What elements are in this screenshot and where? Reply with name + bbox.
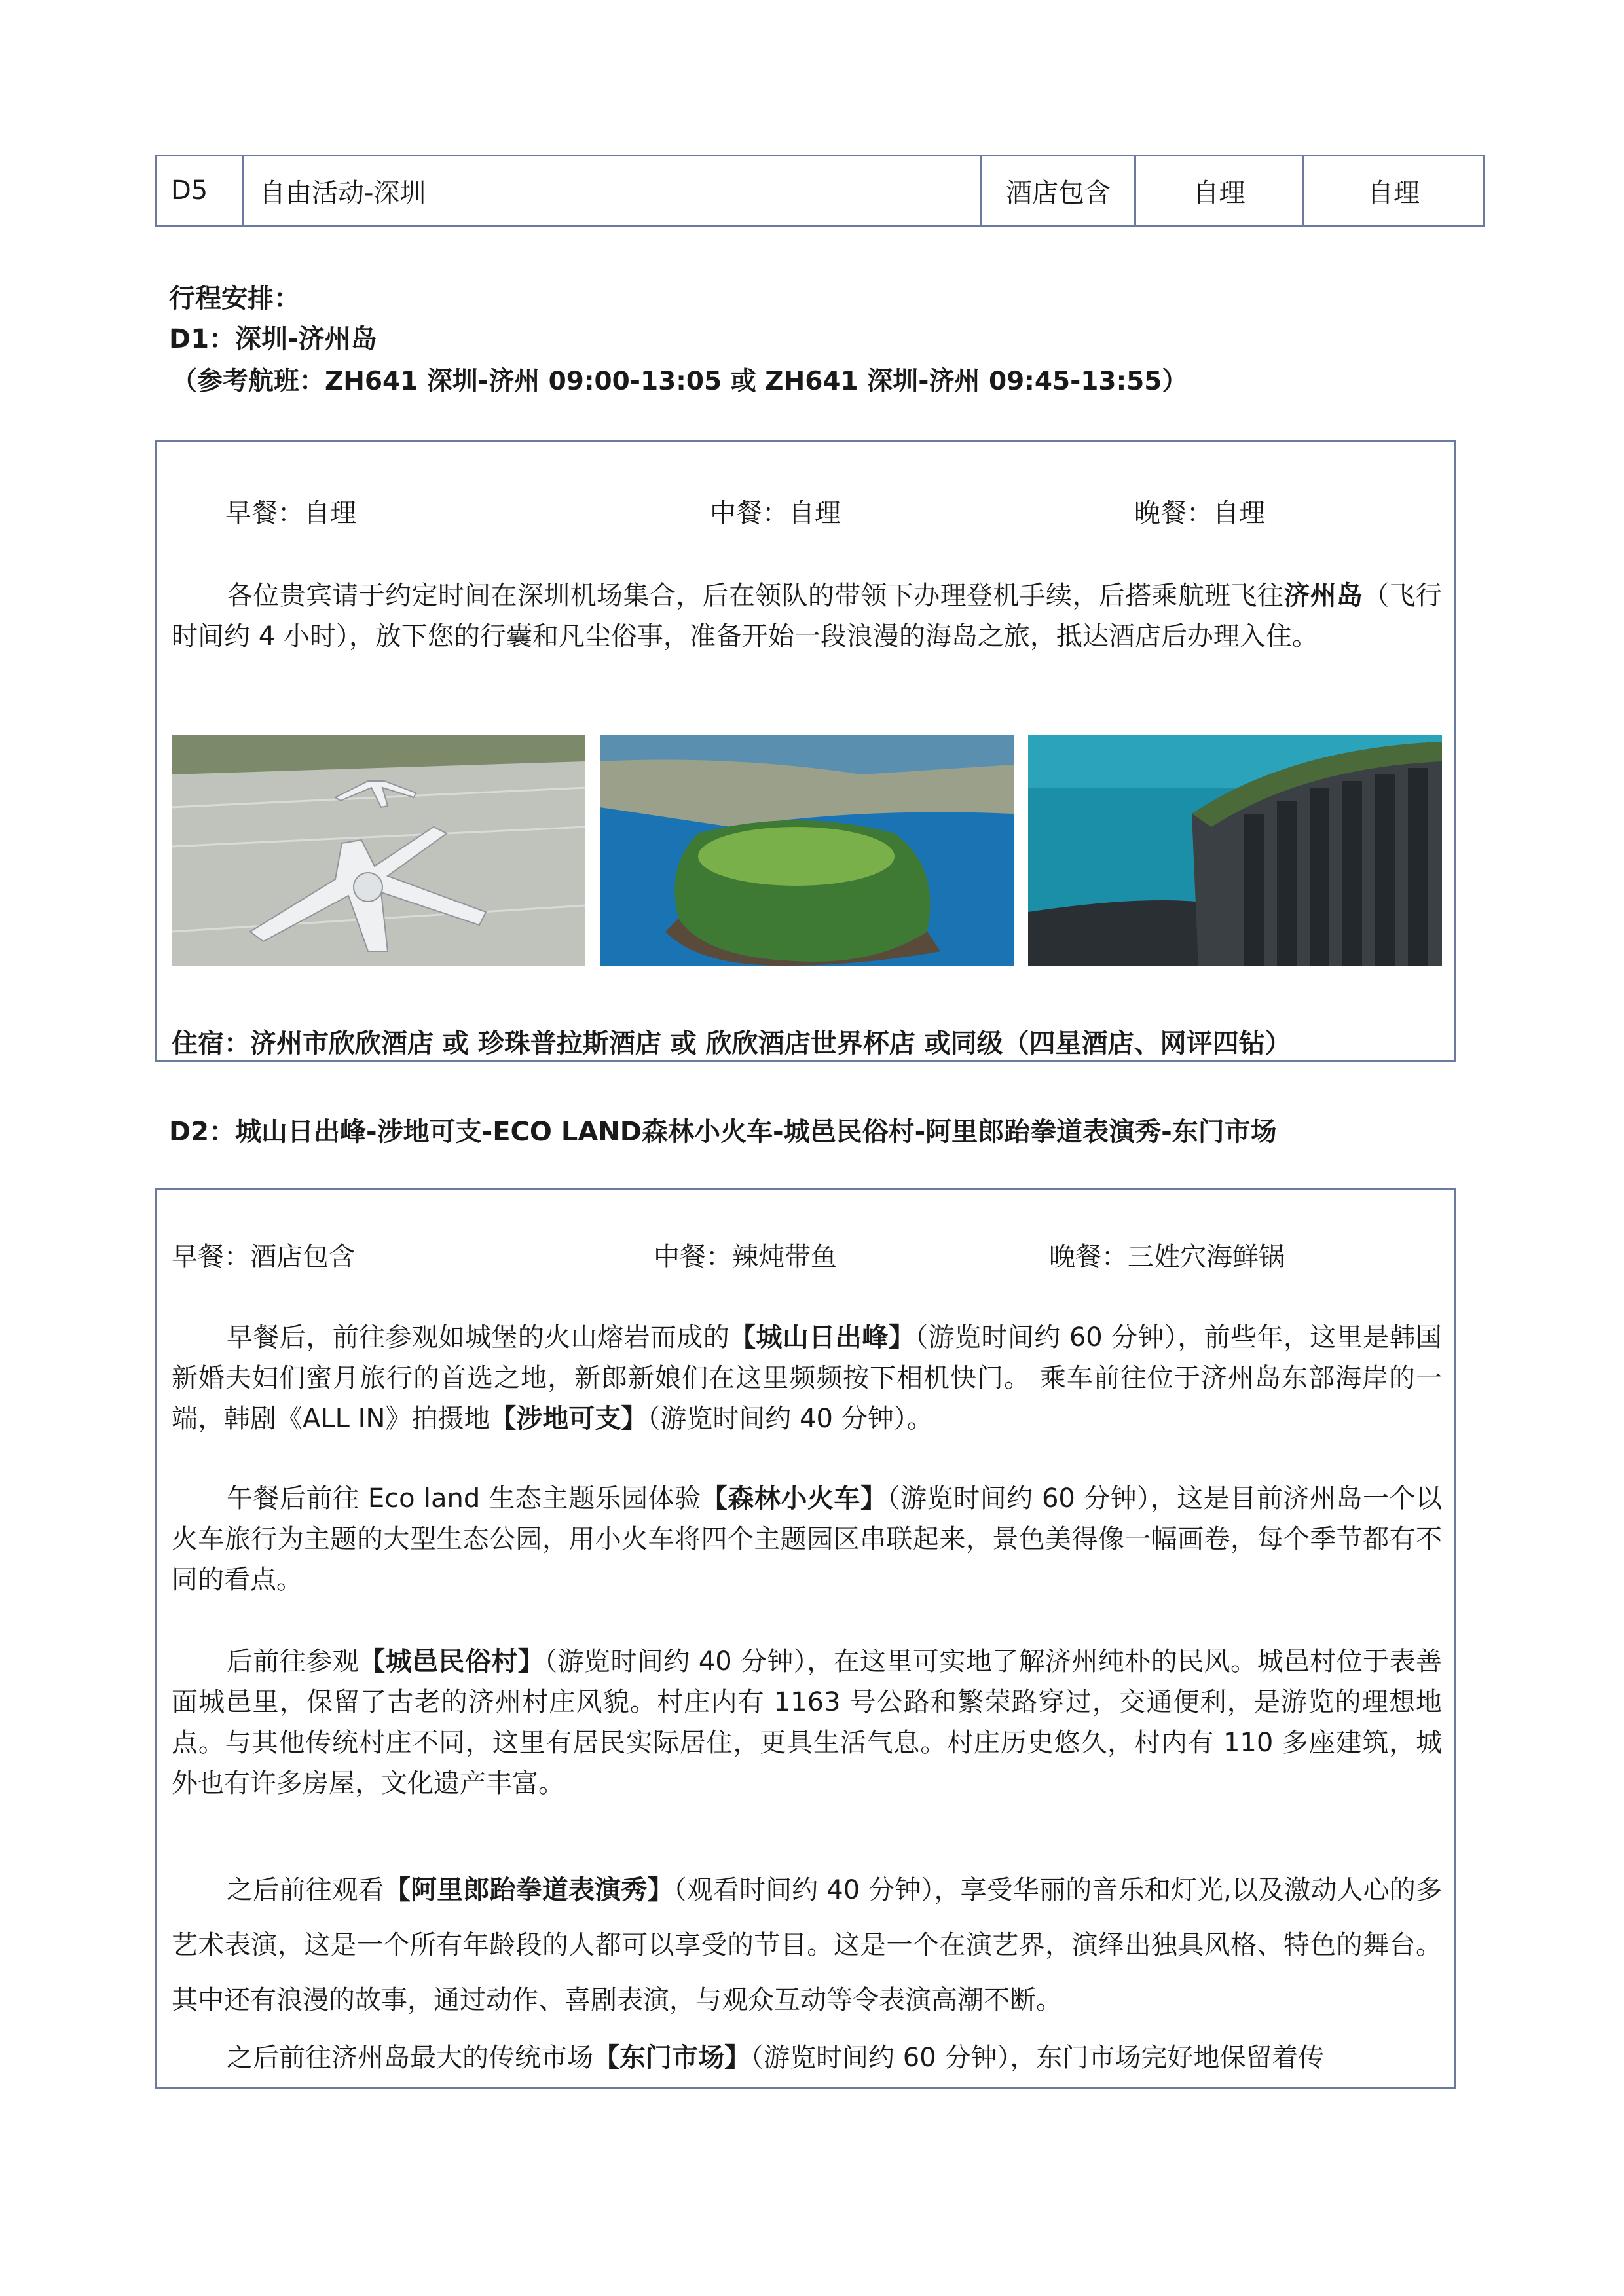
day2-p1-bold-d: 【涉地可支】 — [490, 1404, 648, 1434]
day1-accommodation: 住宿：济州市欣欣酒店 或 珍珠普拉斯酒店 或 欣欣酒店世界杯店 或同级（四星酒店、网评四钻） — [172, 1029, 1291, 1059]
day2-p5-bold-b: 【东门市场】 — [593, 2043, 750, 2073]
day1-dinner: 晚餐：自理 — [1134, 498, 1265, 528]
schedule-day-cell: D5 — [157, 156, 244, 225]
day2-p1-text-a: 早餐后，前往参观如城堡的火山熔岩而成的 — [227, 1322, 730, 1353]
day2-p5-text-c: （游览时间约 60 分钟），东门市场完好地保留着传 — [750, 2043, 1325, 2073]
day1-title: D1：深圳-济州岛 — [169, 324, 377, 354]
day2-dinner: 晚餐：三姓穴海鲜锅 — [1049, 1242, 1285, 1272]
day2-p4-text-c: （观看时间约 40 分钟），享受华丽的音乐和灯光,以及激动人心的多艺术表演，这是一个所有年龄段的人都可以享受的节目。这是一个在演艺界，演绎出独具风格、特色的舞台。其中还有浪漫的故事，通过动作、喜剧表演，与观众互动等令表演高潮不断。 — [172, 1875, 1443, 2015]
day2-p2-text-a: 午餐后前往 Eco land 生态主题乐园体验 — [227, 1484, 701, 1514]
day2-paragraph-1 — [172, 1317, 1442, 1439]
crater-island-photo — [600, 735, 1014, 966]
itinerary-heading: 行程安排： — [169, 283, 300, 314]
day1-desc-bold: 济州岛 — [1283, 581, 1363, 611]
day1-breakfast: 早餐：自理 — [225, 498, 356, 528]
day2-p4-text-a: 之后前往观看 — [227, 1875, 384, 1905]
day2-lunch: 中餐：辣炖带鱼 — [654, 1242, 837, 1272]
day2-p4-bold-b: 【阿里郎跆拳道表演秀】 — [384, 1875, 674, 1905]
airport-aerial-photo — [172, 735, 585, 966]
day1-desc-text-2: （飞行时间约 4 小时），放下您的行囊和凡尘俗事，准备开始一段浪漫的海岛之旅，抵达酒店后办理入住。 — [172, 581, 1443, 651]
day2-p1-text-c: （游览时间约 60 分钟），前些年，这里是韩国新婚夫妇们蜜月旅行的首选之地，新郎新娘们在这里频频按下相机快门。 乘车前往位于济州岛东部海岸的一端，韩剧《ALL IN》拍摄地 — [172, 1322, 1443, 1434]
day2-paragraph-3 — [172, 1641, 1442, 1804]
day2-paragraph-5 — [172, 2037, 1442, 2078]
day1-desc-text-1: 各位贵宾请于约定时间在深圳机场集合，后在领队的带领下办理登机手续，后搭乘航班飞往 — [227, 581, 1284, 611]
schedule-description-cell: 自由活动-深圳 — [244, 156, 982, 225]
day2-p2-text-c: （游览时间约 60 分钟），这是目前济州岛一个以火车旅行为主题的大型生态公园，用小火车将四个主题园区串联起来，景色美得像一幅画卷，每个季节都有不同的看点。 — [172, 1484, 1443, 1595]
schedule-row — [155, 155, 1485, 227]
day2-p3-bold-b: 【城邑民俗村】 — [359, 1647, 545, 1677]
day1-flight-info: （参考航班：ZH641 深圳-济州 09:00-13:05 或 ZH641 深圳-济州 09:45-13:55） — [172, 367, 1188, 396]
day2-p2-bold-b: 【森林小火车】 — [701, 1484, 887, 1514]
day2-breakfast: 早餐：酒店包含 — [172, 1242, 355, 1272]
day2-title: D2：城山日出峰-涉地可支-ECO LAND森林小火车-城邑民俗村-阿里郎跆拳道表演秀-东门市场 — [169, 1117, 1277, 1147]
day2-paragraph-2 — [172, 1478, 1442, 1600]
day2-paragraph-4 — [172, 1863, 1442, 2028]
basalt-coast-photo — [1028, 735, 1442, 966]
schedule-breakfast-cell: 酒店包含 — [982, 156, 1136, 225]
day1-lunch: 中餐：自理 — [710, 498, 841, 528]
day2-p3-text-a: 后前往参观 — [227, 1647, 360, 1677]
day1-description — [172, 575, 1442, 657]
day2-p3-text-c: （游览时间约 40 分钟），在这里可实地了解济州纯朴的民风。城邑村位于表善面城邑里，保留了古老的济州村庄风貌。村庄内有 1163 号公路和繁荣路穿过，交通便利，是游览的理想地点。与其他传统村庄不同，这里有居民实际居住，更具生活气息。村庄历史悠久，村内有 110 多座建筑，城外也有许多房屋，文化遗产丰富。 — [172, 1647, 1443, 1798]
schedule-lunch-cell: 自理 — [1136, 156, 1304, 225]
day2-p1-text-e: （游览时间约 40 分钟）。 — [647, 1404, 933, 1434]
day2-p5-text-a: 之后前往济州岛最大的传统市场 — [227, 2043, 593, 2073]
schedule-dinner-cell: 自理 — [1367, 177, 1420, 208]
day2-p1-bold-b: 【城山日出峰】 — [729, 1322, 915, 1353]
